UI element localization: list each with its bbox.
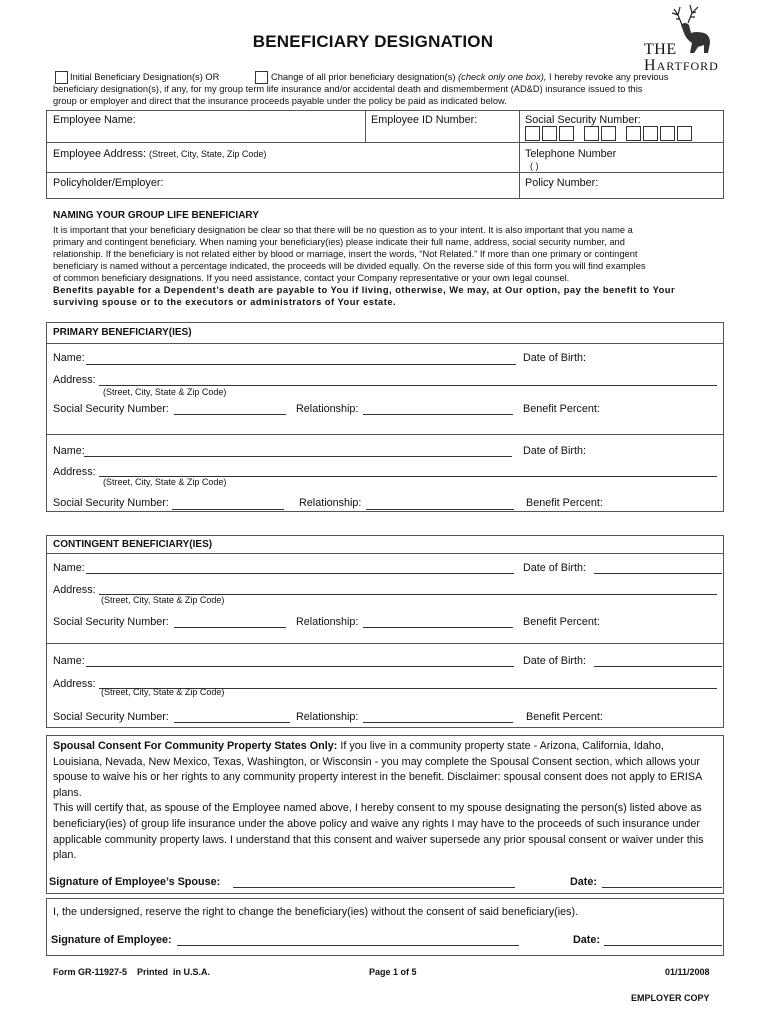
primary-heading: PRIMARY BENEFICIARY(IES) bbox=[53, 327, 192, 338]
naming-heading: NAMING YOUR GROUP LIFE BENEFICIARY bbox=[53, 210, 259, 221]
primary-2-address-hint: (Street, City, State & Zip Code) bbox=[103, 477, 227, 487]
contingent-2-dob-label: Date of Birth: bbox=[523, 655, 587, 667]
contingent-2-address-hint: (Street, City, State & Zip Code) bbox=[101, 687, 225, 697]
policy-number-label: Policy Number: bbox=[525, 177, 599, 189]
primary-1-address-field[interactable] bbox=[99, 385, 717, 386]
contingent-2-name-label: Name: bbox=[53, 655, 85, 667]
employee-signature-field[interactable] bbox=[177, 945, 519, 946]
ssn-digit-box[interactable] bbox=[677, 126, 692, 141]
ssn-digit-box[interactable] bbox=[542, 126, 557, 141]
contingent-1-relationship-label: Relationship: bbox=[296, 616, 359, 628]
logo-text-hartford: HARTFORD bbox=[644, 57, 719, 74]
contingent-1-percent-label: Benefit Percent: bbox=[523, 616, 600, 628]
primary-2-address-label: Address: bbox=[53, 466, 96, 478]
primary-2-relationship-field[interactable] bbox=[366, 509, 514, 510]
contingent-heading: CONTINGENT BENEFICIARY(IES) bbox=[53, 539, 213, 550]
telephone-area-code: ( ) bbox=[530, 161, 539, 171]
ssn-digit-box[interactable] bbox=[643, 126, 658, 141]
spouse-date-label: Date: bbox=[570, 876, 597, 888]
contingent-1-ssn-label: Social Security Number: bbox=[53, 616, 169, 628]
contingent-1-name-field[interactable] bbox=[86, 573, 514, 574]
primary-2-name-label: Name: bbox=[53, 445, 85, 457]
spouse-date-field[interactable] bbox=[602, 887, 722, 888]
primary-1-relationship-field[interactable] bbox=[363, 414, 513, 415]
employee-date-label: Date: bbox=[573, 934, 600, 946]
logo-text-the: THE bbox=[644, 41, 677, 58]
policyholder-label: Policyholder/Employer: bbox=[53, 177, 164, 189]
intro-line-2: beneficiary designation(s), if any, for my group term life insurance and/or accidental death and dismemberment (AD&D) insurance issued to this bbox=[53, 84, 643, 94]
initial-designation-label: Initial Beneficiary Designation(s) OR bbox=[70, 72, 220, 82]
naming-paragraph: It is important that your beneficiary designation be clear so that there will be no question as to your intent. It is also important that you name a primary and contingent beneficiary. When naming your beneficiary(ies) please indicate their full name, address, social security number, and relationship. If the beneficiary is not related either by blood or marriage, insert the words, “Not Related.” If more than one primary or contingent beneficiary is named without a percentage indicated, the proceeds will be divided equally. On the reverse side of this form you will find examples of common beneficiary designations. If you need assistance, contact your Company representative or your own legal counsel. Benefits payable for a Dependent’s death are payable to You if living, otherwise, We may, at Our option, pay the benefit to Your surviving spouse or to the executors or administrators of Your estate. bbox=[53, 225, 676, 307]
contingent-2-relationship-field[interactable] bbox=[363, 722, 513, 723]
contingent-2-address-label: Address: bbox=[53, 678, 96, 690]
primary-1-ssn-label: Social Security Number: bbox=[53, 403, 169, 415]
spousal-consent-text: Spousal Consent For Community Property States Only: If you live in a community property state - Arizona, California, Idaho, Louisiana, Nevada, New Mexico, Texas, Washington, or Wisconsin - you may complete the Spousal Consent section, which allows your spouse to waive his or her rights to any community property interest in the benefit. Disclaimer: spousal consent does not apply to ERISA plans. This will certify that, as spouse of the Employee named above, I hereby consent to my spouse designating the person(s) listed above as beneficiary(ies) of group life insurance under the above policy and waive any rights I may have to the proceeds of such insurance under applicable community property laws. I understand that this consent and waiver supersede any prior spousal consent or waiver under this plan. bbox=[53, 740, 704, 862]
page-number: Page 1 of 5 bbox=[369, 967, 417, 977]
primary-1-percent-label: Benefit Percent: bbox=[523, 403, 600, 415]
contingent-2-relationship-label: Relationship: bbox=[296, 711, 359, 723]
contingent-1-address-hint: (Street, City, State & Zip Code) bbox=[101, 595, 225, 605]
spouse-signature-field[interactable] bbox=[233, 887, 515, 888]
primary-2-percent-label: Benefit Percent: bbox=[526, 497, 603, 509]
hartford-logo bbox=[632, 3, 722, 75]
contingent-1-ssn-field[interactable] bbox=[174, 627, 286, 628]
primary-1-relationship-label: Relationship: bbox=[296, 403, 359, 415]
contingent-2-percent-label: Benefit Percent: bbox=[526, 711, 603, 723]
ssn-digit-box[interactable] bbox=[626, 126, 641, 141]
employee-id-label: Employee ID Number: bbox=[371, 114, 478, 126]
primary-1-dob-label: Date of Birth: bbox=[523, 352, 587, 364]
primary-2-dob-label: Date of Birth: bbox=[523, 445, 587, 457]
reserve-right-text: I, the undersigned, reserve the right to change the beneficiary(ies) without the consent of said beneficiary(ies). bbox=[53, 906, 579, 918]
contingent-2-ssn-field[interactable] bbox=[174, 722, 290, 723]
primary-1-name-label: Name: bbox=[53, 352, 85, 364]
primary-1-address-label: Address: bbox=[53, 374, 96, 386]
ssn-digit-box[interactable] bbox=[660, 126, 675, 141]
contingent-2-name-field[interactable] bbox=[86, 666, 514, 667]
change-designation-checkbox[interactable] bbox=[255, 71, 268, 84]
form-number: Form GR-11927-5 Printed in U.S.A. bbox=[53, 967, 211, 977]
primary-1-name-field[interactable] bbox=[86, 364, 516, 365]
primary-2-ssn-field[interactable] bbox=[172, 509, 284, 510]
contingent-2-ssn-label: Social Security Number: bbox=[53, 711, 169, 723]
employee-date-field[interactable] bbox=[604, 945, 722, 946]
spouse-signature-label: Signature of Employee’s Spouse: bbox=[49, 876, 221, 888]
page-title: BENEFICIARY DESIGNATION bbox=[252, 32, 494, 51]
ssn-digit-box[interactable] bbox=[584, 126, 599, 141]
ssn-label: Social Security Number: bbox=[525, 114, 641, 126]
employee-address-label: Employee Address: (Street, City, State, Zip Code) bbox=[53, 148, 267, 160]
initial-designation-checkbox[interactable] bbox=[55, 71, 68, 84]
intro-line-3: group or employer and direct that the insurance proceeds payable under the policy be paid as indicated below. bbox=[53, 96, 507, 107]
employee-name-label: Employee Name: bbox=[53, 114, 136, 126]
form-date: 01/11/2008 bbox=[665, 967, 710, 977]
copy-label: EMPLOYER COPY bbox=[631, 993, 710, 1003]
ssn-digit-box[interactable] bbox=[525, 126, 540, 141]
contingent-1-name-label: Name: bbox=[53, 562, 85, 574]
contingent-2-dob-field[interactable] bbox=[594, 666, 722, 667]
contingent-1-address-label: Address: bbox=[53, 584, 96, 596]
contingent-beneficiary-section bbox=[46, 535, 724, 728]
primary-2-name-field[interactable] bbox=[84, 456, 512, 457]
telephone-label: Telephone Number bbox=[525, 148, 617, 160]
contingent-1-dob-field[interactable] bbox=[594, 573, 722, 574]
primary-2-relationship-label: Relationship: bbox=[299, 497, 362, 509]
primary-2-ssn-label: Social Security Number: bbox=[53, 497, 169, 509]
ssn-digit-box[interactable] bbox=[601, 126, 616, 141]
primary-1-ssn-field[interactable] bbox=[174, 414, 286, 415]
contingent-1-dob-label: Date of Birth: bbox=[523, 562, 587, 574]
employee-signature-label: Signature of Employee: bbox=[51, 934, 172, 946]
primary-1-address-hint: (Street, City, State & Zip Code) bbox=[103, 387, 227, 397]
change-designation-label: Change of all prior beneficiary designation(s) (check only one box), I hereby revoke any previous bbox=[271, 72, 669, 82]
intro-paragraph bbox=[53, 71, 733, 107]
ssn-digit-box[interactable] bbox=[559, 126, 574, 141]
contingent-1-relationship-field[interactable] bbox=[363, 627, 513, 628]
